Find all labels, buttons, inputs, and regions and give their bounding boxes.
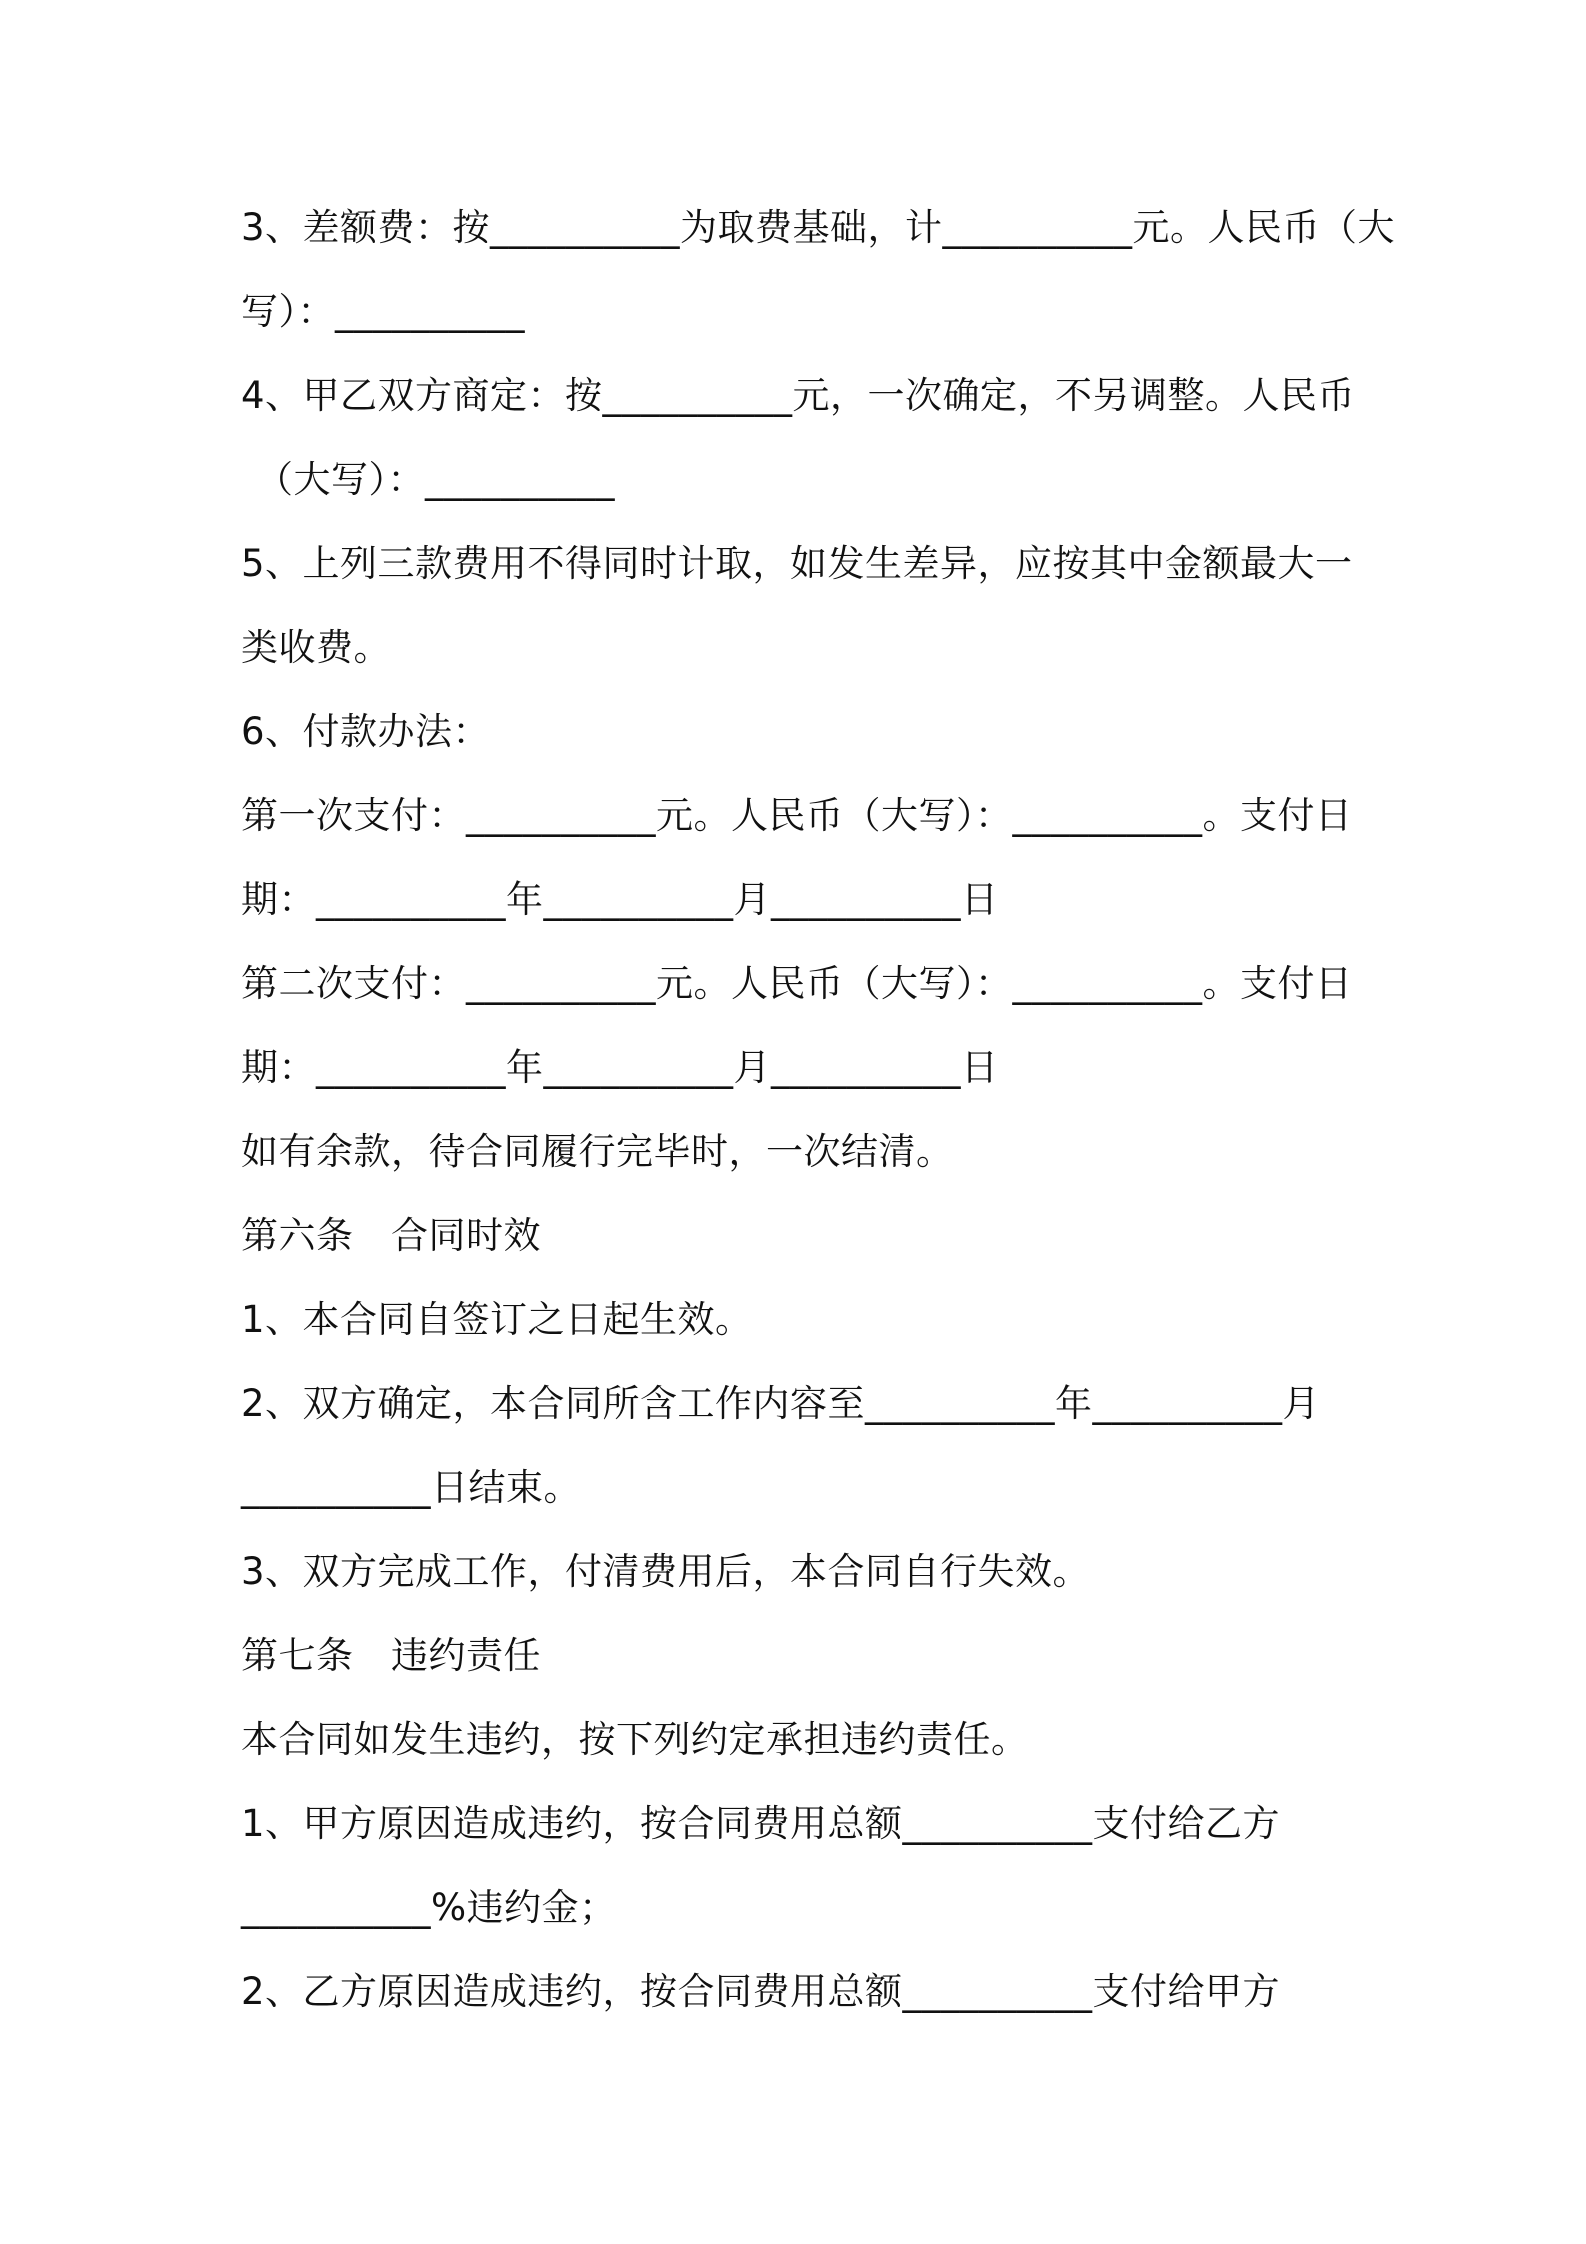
text-line-party-a-breach-cont: __________%违约金； <box>241 1886 617 1929</box>
text-line-difference-fee: 3、差额费：按__________为取费基础，计__________元。人民币（大 <box>241 206 1396 249</box>
text-line-end-date: 2、双方确定，本合同所含工作内容至__________年__________月 <box>241 1382 1321 1425</box>
text-line-party-a-breach: 1、甲方原因造成违约，按合同费用总额__________支付给乙方 <box>241 1802 1281 1845</box>
text-line-first-payment-date: 期：__________年__________月__________日 <box>241 878 999 921</box>
text-line-expiry: 3、双方完成工作，付清费用后，本合同自行失效。 <box>241 1550 1091 1593</box>
text-line-end-date-cont: __________日结束。 <box>241 1466 581 1509</box>
text-line-effective: 1、本合同自签订之日起生效。 <box>241 1298 753 1341</box>
text-line-negotiated-fee-cont: （大写）：__________ <box>256 458 615 501</box>
text-line-second-payment-date: 期：__________年__________月__________日 <box>241 1046 999 1089</box>
text-line-balance: 如有余款，待合同履行完毕时，一次结清。 <box>241 1130 954 1173</box>
text-line-first-payment: 第一次支付：__________元。人民币（大写）：__________。支付日 <box>241 794 1353 837</box>
text-line-difference-fee-cont: 写）：__________ <box>241 290 525 333</box>
text-line-negotiated-fee: 4、甲乙双方商定：按__________元，一次确定，不另调整。人民币 <box>241 374 1356 417</box>
text-line-party-b-breach: 2、乙方原因造成违约，按合同费用总额__________支付给甲方 <box>241 1970 1281 2013</box>
section-heading-article-6: 第六条 合同时效 <box>241 1214 541 1257</box>
text-line-fee-rule-cont: 类收费。 <box>241 626 391 669</box>
text-line-payment-method: 6、付款办法： <box>241 710 491 753</box>
section-heading-article-7: 第七条 违约责任 <box>241 1634 541 1677</box>
text-line-second-payment: 第二次支付：__________元。人民币（大写）：__________。支付日 <box>241 962 1353 1005</box>
text-line-fee-rule: 5、上列三款费用不得同时计取，如发生差异，应按其中金额最大一 <box>241 542 1353 585</box>
text-line-breach-intro: 本合同如发生违约，按下列约定承担违约责任。 <box>241 1718 1029 1761</box>
